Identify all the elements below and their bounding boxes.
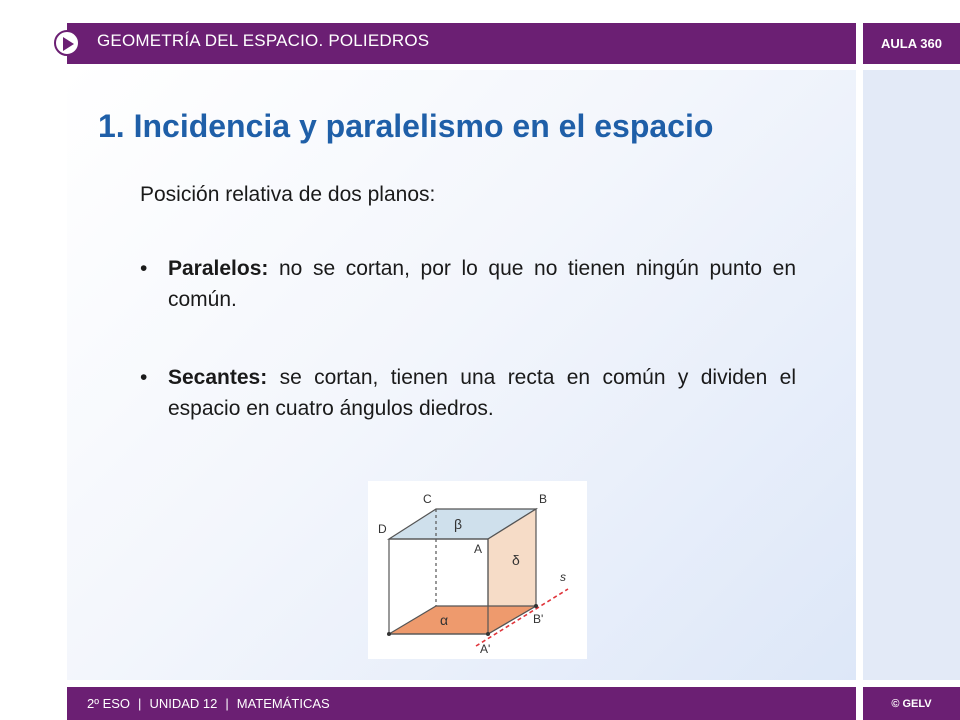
label-C: C xyxy=(423,492,432,506)
label-B-prime: B' xyxy=(533,612,544,626)
copyright-badge: © GELV xyxy=(863,687,960,720)
bottom-face-alpha xyxy=(389,606,536,634)
label-A: A xyxy=(474,542,483,556)
bullet-symbol: • xyxy=(140,257,148,280)
aula-360-badge[interactable]: AULA 360 xyxy=(863,23,960,64)
label-A-prime: A' xyxy=(480,642,491,656)
footer-subject: MATEMÁTICAS xyxy=(236,696,330,711)
label-s: s xyxy=(560,570,566,584)
bullet-secantes xyxy=(140,362,796,424)
bullet-symbol: • xyxy=(140,366,148,389)
label-alpha: α xyxy=(440,612,449,628)
bullet-paralelos xyxy=(140,253,796,315)
bullet-term: Secantes: xyxy=(168,366,268,389)
intro-text: Posición relativa de dos planos: xyxy=(140,183,436,206)
header-title: GEOMETRÍA DEL ESPACIO. POLIEDROS xyxy=(97,31,430,50)
footer-bar xyxy=(67,687,856,720)
play-icon[interactable] xyxy=(54,30,80,56)
label-D: D xyxy=(378,522,387,536)
footer-separator: | xyxy=(138,696,142,711)
label-B: B xyxy=(539,492,548,506)
label-delta: δ xyxy=(512,552,520,568)
footer-separator: | xyxy=(225,696,229,711)
footer-grade: 2º ESO xyxy=(87,696,131,711)
bullet-text: se cortan, tienen una recta en común y dividen el espacio en cuatro ángulos diedros. xyxy=(168,366,796,420)
label-beta: β xyxy=(454,516,463,532)
right-side-panel xyxy=(863,70,960,680)
bullet-text: no se cortan, por lo que no tienen ningún punto en común. xyxy=(168,257,796,311)
planes-figure xyxy=(368,481,587,659)
bullet-term: Paralelos: xyxy=(168,257,269,280)
slide-heading: 1. Incidencia y paralelismo en el espacio xyxy=(98,108,714,144)
footer-unit: UNIDAD 12 xyxy=(149,696,218,711)
